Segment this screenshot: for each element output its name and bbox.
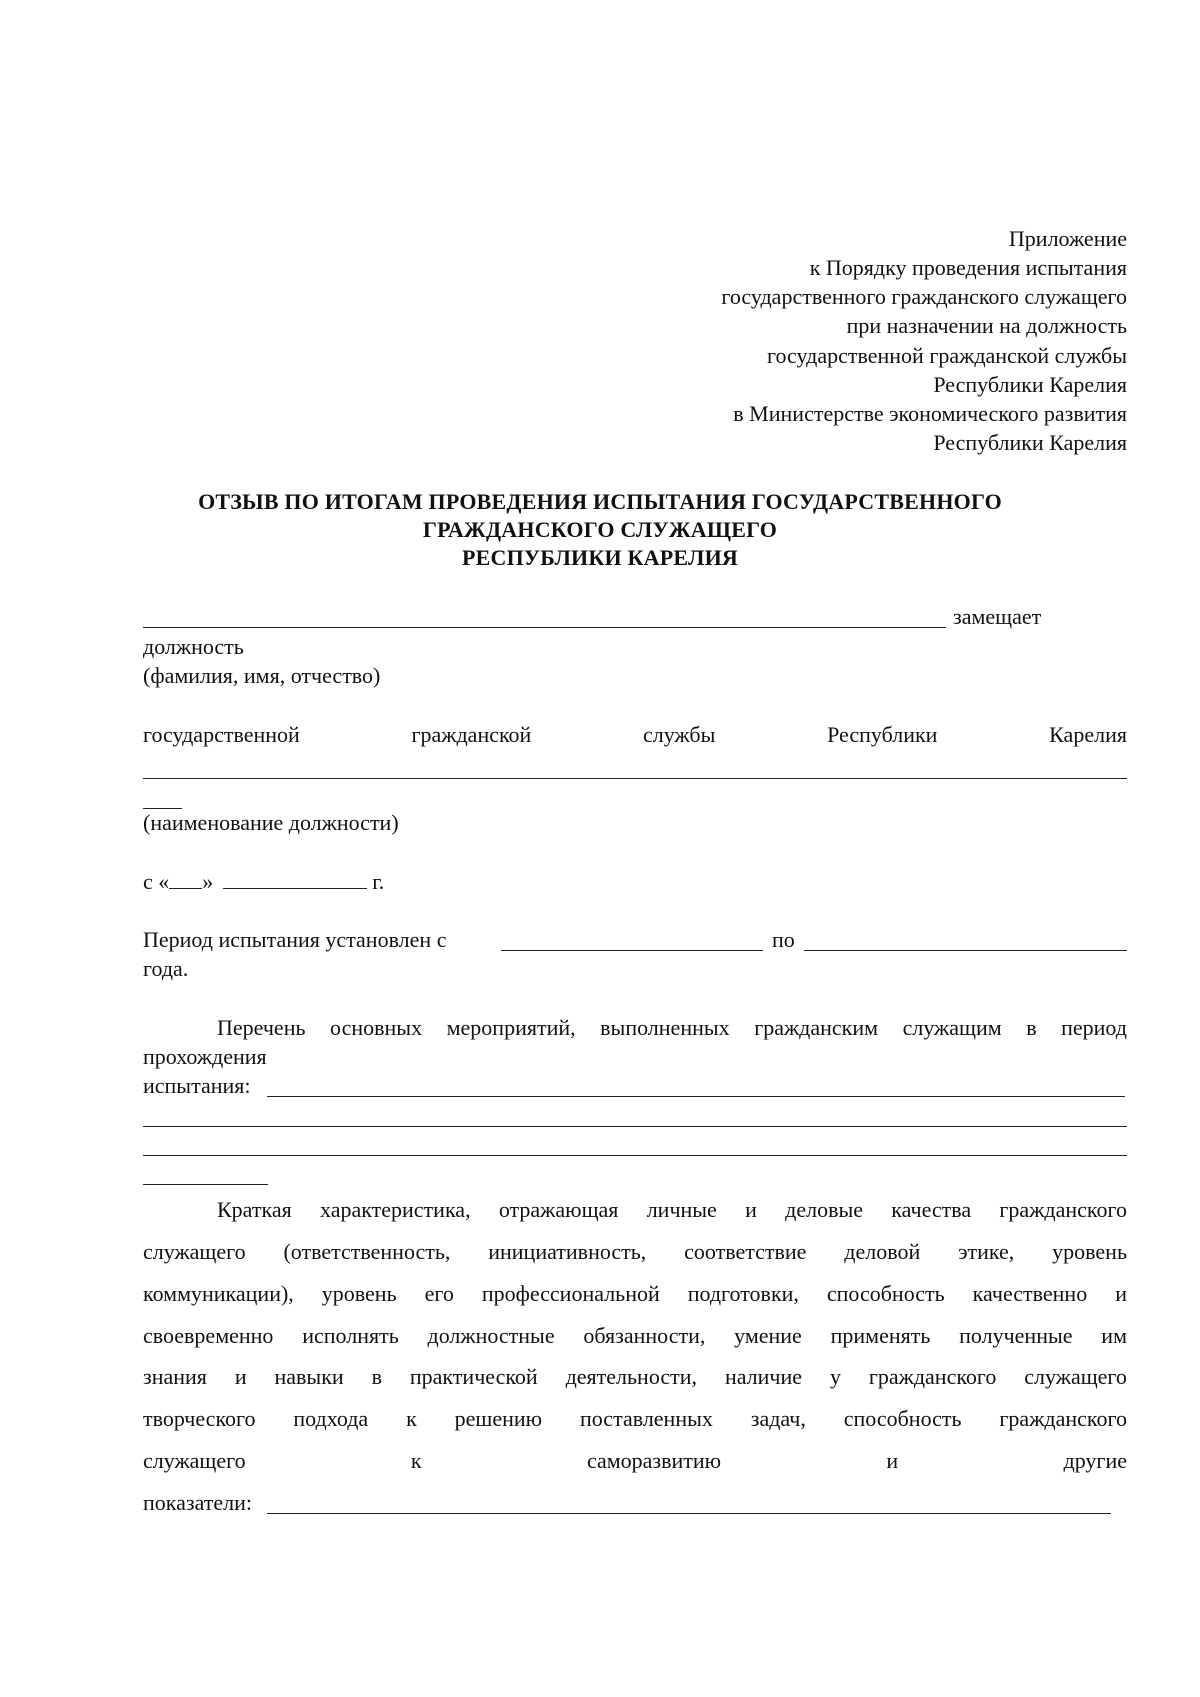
activities-field-line[interactable]: [143, 1155, 1127, 1156]
word: гражданского: [868, 1364, 997, 1389]
activities-line3: испытания:: [143, 1073, 251, 1098]
indicators-field-line[interactable]: [267, 1513, 1111, 1514]
word: служащего: [143, 1448, 246, 1473]
service-word: службы: [643, 722, 716, 747]
word: деловые: [785, 1197, 864, 1222]
service-line: [143, 720, 1127, 750]
word: поставленных: [579, 1406, 713, 1431]
word: деловой: [844, 1239, 921, 1264]
service-word: государственной: [143, 722, 300, 747]
word: способность: [826, 1281, 945, 1306]
word: качества: [891, 1197, 972, 1222]
activities-line2: прохождения: [143, 1044, 267, 1069]
word: Перечень: [217, 1015, 306, 1040]
word: характеристика,: [320, 1197, 471, 1222]
header-line: в Министерстве экономического развития: [733, 401, 1127, 426]
word: обязанности,: [583, 1323, 706, 1348]
header-line: государственного гражданского служащего: [721, 284, 1127, 309]
replaces-label: замещает: [953, 604, 1042, 629]
word: и: [745, 1197, 757, 1222]
activities-field-line[interactable]: [143, 1126, 1127, 1127]
word: практической: [409, 1364, 538, 1389]
activities-line: [217, 1013, 1127, 1043]
period-suffix: года.: [143, 956, 189, 981]
since-suffix: г.: [372, 869, 385, 894]
word: уровень: [321, 1281, 397, 1306]
word: (ответственность,: [283, 1239, 451, 1264]
period-prefix: Период испытания установлен с: [143, 927, 447, 952]
service-word: гражданской: [411, 722, 532, 747]
word: своевременно: [143, 1323, 274, 1348]
document-title: ГРАЖДАНСКОГО СЛУЖАЩЕГО: [422, 517, 778, 542]
word: этике,: [958, 1239, 1015, 1264]
word: служащим: [902, 1015, 1002, 1040]
word: подготовки,: [687, 1281, 799, 1306]
char-line: [143, 1404, 1127, 1434]
header-line: к Порядку проведения испытания: [809, 255, 1127, 280]
word: личные: [646, 1197, 717, 1222]
period-end-field[interactable]: [804, 950, 1127, 951]
since-date-line: [143, 866, 384, 897]
char-line: [217, 1195, 1127, 1225]
word: отражающая: [498, 1197, 619, 1222]
word: инициативность,: [488, 1239, 647, 1264]
word: в: [1026, 1015, 1037, 1040]
char-line: [143, 1279, 1127, 1309]
word: исполнять: [302, 1323, 399, 1348]
word: навыки: [274, 1364, 344, 1389]
since-month-field[interactable]: [223, 866, 367, 889]
position-word: должность: [143, 634, 244, 659]
header-line: государственной гражданской службы: [767, 343, 1127, 368]
activities-field-line[interactable]: [267, 1096, 1125, 1097]
word: служащего: [1024, 1364, 1127, 1389]
word: полученные: [959, 1323, 1073, 1348]
period-mid: по: [772, 927, 795, 952]
word: подхода: [293, 1406, 369, 1431]
word: саморазвитию: [586, 1448, 722, 1473]
word: должностные: [427, 1323, 555, 1348]
word: творческого: [143, 1406, 256, 1431]
position-name-field-line[interactable]: [143, 778, 1127, 779]
header-line: при назначении на должность: [846, 313, 1127, 338]
word: период: [1061, 1015, 1127, 1040]
char-line: [143, 1321, 1127, 1351]
word: и: [1115, 1281, 1127, 1306]
word: применять: [830, 1323, 931, 1348]
since-day-field[interactable]: [169, 866, 202, 889]
word: знания: [143, 1364, 207, 1389]
word: и: [886, 1448, 899, 1473]
appendix-label: Приложение: [1008, 226, 1127, 251]
fio-field-line[interactable]: [143, 627, 946, 628]
word: другие: [1063, 1448, 1127, 1473]
word: и: [234, 1364, 247, 1389]
word: у: [829, 1364, 841, 1389]
word: соответствие: [684, 1239, 807, 1264]
char-line: [143, 1362, 1127, 1392]
word: профессиональной: [481, 1281, 660, 1306]
word: основных: [330, 1015, 423, 1040]
service-word: Карелия: [1049, 722, 1127, 747]
word: его: [424, 1281, 454, 1306]
document-title: РЕСПУБЛИКИ КАРЕЛИЯ: [462, 545, 738, 570]
word: Краткая: [217, 1197, 292, 1222]
activities-field-line-tail[interactable]: [143, 1184, 268, 1185]
word: к: [406, 1406, 417, 1431]
word: уровень: [1052, 1239, 1127, 1264]
word: к: [410, 1448, 422, 1473]
word: наличие: [724, 1364, 803, 1389]
indicators-label: показатели:: [143, 1490, 253, 1515]
header-line: Республики Карелия: [933, 372, 1127, 397]
period-start-field[interactable]: [501, 950, 763, 951]
service-word: Республики: [827, 722, 938, 747]
word: служащего: [143, 1239, 246, 1264]
word: качественно: [972, 1281, 1088, 1306]
word: умение: [734, 1323, 802, 1348]
char-line: [143, 1446, 1127, 1476]
fio-hint: (фамилия, имя, отчество): [143, 663, 381, 688]
word: решению: [454, 1406, 543, 1431]
word: им: [1101, 1323, 1127, 1348]
header-line: Республики Карелия: [933, 430, 1127, 455]
since-mid: »: [202, 869, 214, 894]
char-line: [143, 1237, 1127, 1267]
word: мероприятий,: [446, 1015, 576, 1040]
word: гражданского: [999, 1197, 1127, 1222]
word: задач,: [750, 1406, 806, 1431]
word: гражданского: [999, 1406, 1127, 1431]
document-title: ОТЗЫВ ПО ИТОГАМ ПРОВЕДЕНИЯ ИСПЫТАНИЯ ГОСУДАРСТВЕННОГО: [198, 489, 1002, 514]
word: деятельности,: [565, 1364, 698, 1389]
word: выполненных: [600, 1015, 730, 1040]
word: в: [371, 1364, 382, 1389]
word: коммуникации),: [143, 1281, 294, 1306]
position-name-hint: (наименование должности): [143, 810, 399, 835]
since-prefix: с «: [143, 869, 170, 894]
word: гражданским: [754, 1015, 879, 1040]
word: способность: [843, 1406, 962, 1431]
